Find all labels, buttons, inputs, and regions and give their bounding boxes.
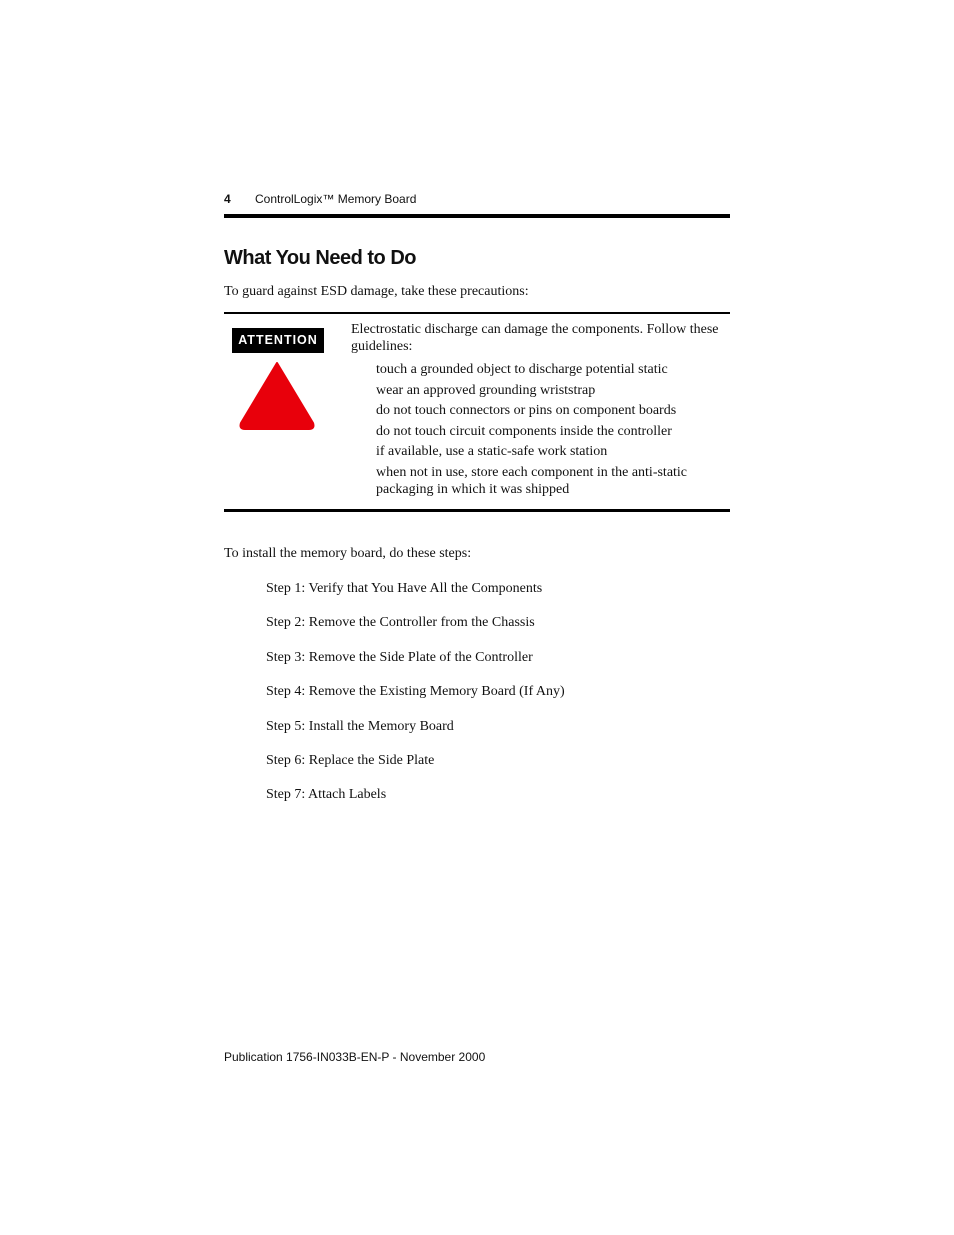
list-item: if available, use a static-safe work station <box>376 444 608 459</box>
list-item: when not in use, store each component in the anti-static packaging in which it was shipped <box>376 464 688 497</box>
step-link-2[interactable]: Step 2: Remove the Controller from the Chassis <box>266 615 535 631</box>
list-item: touch a grounded object to discharge potential static <box>376 362 668 377</box>
publication-footer: Publication 1756-IN033B-EN-P - November 2000 <box>224 1050 486 1064</box>
intro-text: To guard against ESD damage, take these precautions: <box>224 284 529 299</box>
page-number: 4 <box>224 192 231 206</box>
step-link-5[interactable]: Step 5: Install the Memory Board <box>266 718 454 734</box>
running-title: ControlLogix™ Memory Board <box>255 192 417 206</box>
list-item: do not touch connectors or pins on component boards <box>376 403 677 418</box>
list-item: wear an approved grounding wriststrap <box>376 382 596 398</box>
install-steps-list <box>266 580 565 821</box>
warning-triangle-shape <box>241 363 314 429</box>
step-link-1[interactable]: Step 1: Verify that You Have All the Components <box>266 581 543 596</box>
attention-box-bottom-rule <box>224 509 730 512</box>
step-link-4[interactable]: Step 4: Remove the Existing Memory Board (If Any) <box>266 684 565 700</box>
section-heading: What You Need to Do <box>224 247 416 269</box>
step-link-3[interactable]: Step 3: Remove the Side Plate of the Controller <box>266 649 533 665</box>
steps-intro: To install the memory board, do these steps: <box>224 546 472 561</box>
warning-triangle-icon <box>237 359 317 431</box>
attention-text: Electrostatic discharge can damage the components. Follow these guidelines: <box>351 322 719 354</box>
attention-box-top-rule <box>224 312 730 314</box>
esd-guidelines-list <box>376 361 726 501</box>
attention-label: ATTENTION <box>232 328 324 353</box>
step-link-6[interactable]: Step 6: Replace the Side Plate <box>266 752 435 768</box>
step-link-7[interactable]: Step 7: Attach Labels <box>266 787 387 803</box>
header-rule <box>224 214 730 218</box>
list-item: do not touch circuit components inside the controller <box>376 423 672 439</box>
